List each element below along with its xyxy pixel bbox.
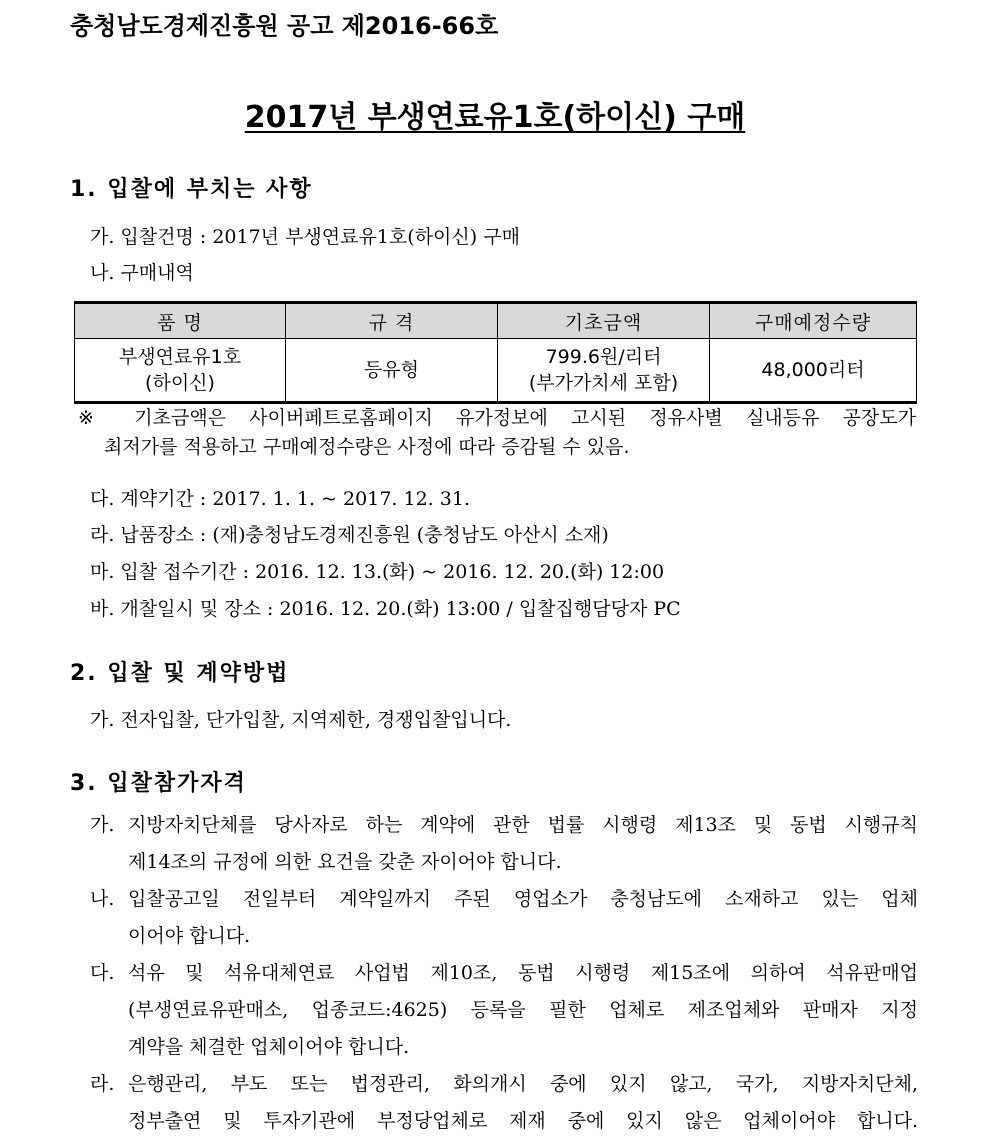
qualification-item [90, 807, 918, 881]
item-opening-datetime: 바. 개찰일시 및 장소 : 2016. 12. 20.(화) 13:00 / 입찰집행담당자 PC [90, 598, 681, 620]
col-header-spec: 규 격 [286, 303, 498, 339]
qualification-line: 지방자치단체를 당사자로 하는 계약에 관한 법률 시행령 제13조 및 동법 시행규칙 [128, 814, 918, 836]
cell-name-line1: 부생연료유1호 [118, 346, 242, 368]
table-header-row [75, 303, 917, 339]
qualification-line: 정부출연 및 투자기관에 부정당업체로 제재 중에 있지 않은 업체이어야 합니다. [128, 1110, 918, 1132]
cell-price-line1: 799.6원/리터 [545, 346, 662, 368]
cell-name-line2: (하이신) [145, 372, 215, 394]
qualification-item [90, 955, 918, 1066]
col-header-price: 기초금액 [498, 303, 710, 339]
price-note [78, 404, 916, 462]
qualification-list [90, 807, 918, 1140]
cell-name [75, 339, 286, 403]
document-title [0, 92, 990, 136]
cell-price [498, 339, 710, 403]
qualification-line: 계약을 체결한 업체이어야 합니다. [128, 1036, 410, 1058]
cell-price-line2: (부가가치세 포함) [528, 372, 679, 394]
section-2-heading: 2. 입찰 및 계약방법 [70, 661, 290, 686]
qualification-item [90, 1066, 918, 1140]
item-bid-name: 가. 입찰건명 : 2017년 부생연료유1호(하이신) 구매 [90, 226, 520, 248]
notice-number: 충청남도경제진흥원 공고 제2016-66호 [70, 12, 499, 40]
item-contract-period: 다. 계약기간 : 2017. 1. 1. ~ 2017. 12. 31. [90, 488, 470, 510]
qualification-line: 석유 및 석유대체연료 사업법 제10조, 동법 시행령 제15조에 의하여 석유판매업 [128, 962, 918, 984]
qualification-line: 입찰공고일 전일부터 계약일까지 주된 영업소가 충청남도에 소재하고 있는 업체 [128, 888, 918, 910]
qualification-line: (부생연료유판매소, 업종코드:4625) 등록을 필한 업체로 제조업체와 판매자 지정 [128, 999, 918, 1021]
qualification-line: 이어야 합니다. [128, 925, 251, 947]
qualification-line: 은행관리, 부도 또는 법정관리, 화의개시 중에 있지 않고, 국가, 지방자치단체, [128, 1073, 918, 1095]
item-bid-submission-period: 마. 입찰 접수기간 : 2016. 12. 13.(화) ~ 2016. 12. 20.(화) 12:00 [90, 561, 665, 583]
qualification-label: 라. [90, 1073, 115, 1095]
section-3-heading: 3. 입찰참가자격 [70, 771, 247, 796]
col-header-quantity: 구매예정수량 [710, 303, 917, 339]
cell-spec: 등유형 [286, 339, 498, 403]
qualification-label: 가. [90, 814, 115, 836]
item-bid-method: 가. 전자입찰, 단가입찰, 지역제한, 경쟁입찰입니다. [90, 709, 512, 731]
price-note-line1: ※ 기초금액은 사이버페트로홈페이지 유가정보에 고시된 정유사별 실내등유 공장도가 [78, 407, 916, 429]
price-note-line2: 최저가를 적용하고 구매예정수량은 사정에 따라 증감될 수 있음. [104, 436, 630, 458]
purchase-table [74, 301, 917, 404]
qualification-line: 제14조의 규정에 의한 요건을 갖춘 자이어야 합니다. [128, 851, 562, 873]
qualification-label: 나. [90, 888, 115, 910]
section-1-heading: 1. 입찰에 부치는 사항 [70, 177, 313, 202]
cell-quantity: 48,000리터 [710, 339, 917, 403]
document-title-text: 2017년 부생연료유1호(하이신) 구매 [244, 100, 746, 135]
table-row [75, 339, 917, 403]
item-purchase-details: 나. 구매내역 [90, 262, 194, 284]
item-delivery-place: 라. 납품장소 : (재)충청남도경제진흥원 (충청남도 아산시 소재) [90, 524, 609, 546]
col-header-name: 품 명 [75, 303, 286, 339]
qualification-item [90, 881, 918, 955]
qualification-label: 다. [90, 962, 115, 984]
